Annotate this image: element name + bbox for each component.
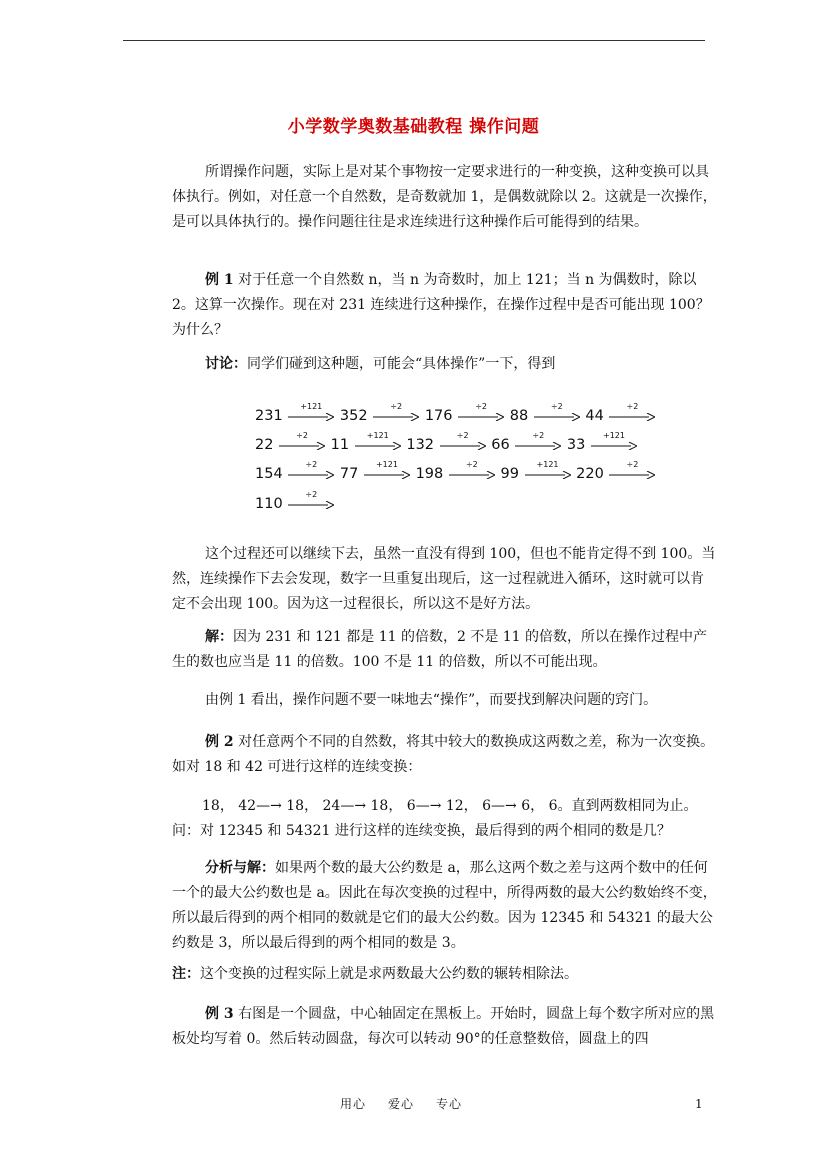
- operation-arrow: [364, 462, 410, 482]
- note-2: [172, 962, 717, 987]
- sequence-number: 44: [585, 408, 604, 424]
- operation-arrow: [355, 433, 401, 453]
- example-2-sequence: [172, 794, 724, 844]
- sequence-number: 77: [339, 466, 359, 482]
- intro-text: 所谓操作问题，实际上是对某个事物按一定要求进行的一种变换，这种变换可以具体执行。例如，对任意一个自然数，是奇数就加 1，是偶数就除以 2。这就是一次操作，是可以具体执行的。操作问题往往是求连续进行这种操作后可能得到的结果。: [172, 164, 717, 230]
- operation-label: ÷2: [305, 460, 318, 469]
- analysis-2-label: 分析与解：: [205, 860, 275, 876]
- operation-label: ÷2: [475, 402, 487, 411]
- example-3-label: 例 3: [205, 1006, 234, 1022]
- operation-label: ÷2: [626, 460, 639, 469]
- operation-label: +121: [366, 431, 389, 440]
- operation-label: +121: [536, 460, 559, 469]
- operation-label: +121: [375, 460, 398, 469]
- note-2-text: 这个变换的过程实际上就是求两数最大公约数的辗转相除法。: [200, 966, 578, 982]
- operation-arrow: [449, 462, 495, 482]
- sequence-number: 220: [576, 466, 604, 482]
- sequence-number: 33: [566, 437, 586, 453]
- operation-arrow: [525, 462, 571, 482]
- example-3: [172, 1002, 717, 1052]
- operation-arrow: [591, 433, 637, 453]
- page-number: 1: [695, 1097, 703, 1111]
- operation-arrow: [279, 433, 325, 453]
- sequence-number: 88: [509, 408, 529, 424]
- after-sequence-paragraph: [172, 542, 717, 617]
- operation-label: ÷2: [305, 490, 318, 499]
- note-2-label: 注：: [172, 966, 200, 982]
- analysis-2-text: 如果两个数的最大公约数是 a，那么这两个数之差与这两个数中的任何一个的最大公约数也是 a。因此在每次变换的过程中，所得两数的最大公约数始终不变，所以最后得到的两个相同的数就是它们的最大公约数。因为 12345 和 54321 的最大公约数是 3，所以最后得到的两个相同的数是 3。: [172, 860, 717, 951]
- operation-arrow: [458, 404, 504, 424]
- sequence-number: 176: [424, 408, 453, 424]
- operation-label: +121: [300, 402, 323, 411]
- sequence-row-4: [255, 492, 335, 516]
- operation-arrow: [515, 433, 561, 453]
- discussion-label: 讨论：: [205, 356, 247, 372]
- solution-1: [172, 625, 717, 675]
- page-title: 小学数学奥数基础教程 操作问题: [287, 117, 540, 137]
- sequence-number: 231: [255, 408, 283, 424]
- remark-1-text: 由例 1 看出，操作问题不要一味地去“操作”，而要找到解决问题的窍门。: [205, 692, 658, 708]
- sequence-row-2: [255, 433, 638, 457]
- example-2-sequence-text: 18， 42—→ 18， 24—→ 18， 6—→ 12， 6—→ 6， 6。直到两数相同为止。问：对 12345 和 54321 进行这样的连续变换，最后得到的两个相同的数是几？: [172, 798, 698, 839]
- sequence-number: 22: [255, 437, 274, 453]
- example-3-text: 右图是一个圆盘，中心轴固定在黑板上。开始时，圆盘上每个数字所对应的黑板处均写着 0。然后转动圆盘，每次可以转动 90°的任意整数倍，圆盘上的四: [172, 1006, 715, 1047]
- header-rule: [123, 40, 705, 41]
- sequence-number: 110: [255, 496, 283, 512]
- discussion-text: 同学们碰到这种题，可能会“具体操作”一下，得到: [247, 356, 556, 372]
- sequence-row-3: [255, 462, 656, 486]
- after-sequence-text: 这个过程还可以继续下去，虽然一直没有得到 100，但也不能肯定得不到 100。当然，连续操作下去会发现，数字一旦重复出现后，这一过程就进入循环，这时就可以肯定不会出现 100。因为这一过程很长，所以这不是好方法。: [172, 546, 716, 612]
- sequence-row-1: [255, 404, 656, 428]
- sequence-number: 99: [500, 466, 519, 482]
- operation-label: ÷2: [550, 402, 563, 411]
- footer-text: 专心: [436, 1097, 463, 1111]
- sequence-number: 154: [255, 466, 283, 482]
- operation-arrow: [288, 462, 334, 482]
- sequence-number: 132: [406, 437, 435, 453]
- operation-arrow: [373, 404, 419, 424]
- sequence-number: 352: [339, 408, 368, 424]
- operation-label: ÷2: [626, 402, 639, 411]
- operation-arrow: [288, 404, 334, 424]
- operation-arrow: [440, 433, 486, 453]
- example-2-label: 例 2: [205, 734, 234, 750]
- example-1-label: 例 1: [205, 272, 234, 288]
- example-2: [172, 730, 717, 780]
- example-1: [172, 268, 717, 343]
- footer-text: 爱心: [388, 1097, 415, 1111]
- discussion: [172, 352, 717, 377]
- solution-1-label: 解：: [205, 629, 233, 645]
- operation-label: ÷2: [296, 431, 308, 440]
- sequence-number: 11: [330, 437, 350, 453]
- intro-paragraph: [172, 160, 717, 235]
- operation-arrow: [609, 404, 655, 424]
- operation-arrow: [609, 462, 655, 482]
- operation-label: ÷2: [532, 431, 545, 440]
- sequence-number: 198: [415, 466, 444, 482]
- operation-arrow: [534, 404, 580, 424]
- operation-label: ÷2: [390, 402, 403, 411]
- solution-1-text: 因为 231 和 121 都是 11 的倍数，2 不是 11 的倍数，所以在操作过程中产生的数也应当是 11 的倍数。100 不是 11 的倍数，所以不可能出现。: [172, 629, 708, 670]
- operation-label: ÷2: [456, 431, 469, 440]
- analysis-2: [172, 856, 717, 956]
- operation-arrow: [288, 492, 334, 512]
- footer-text: 用心: [340, 1097, 367, 1111]
- example-2-text: 对任意两个不同的自然数，将其中较大的数换成这两数之差，称为一次变换。如对 18 和 42 可进行这样的连续变换：: [172, 734, 715, 775]
- example-1-text: 对于任意一个自然数 n，当 n 为奇数时，加上 121；当 n 为偶数时，除以 2。这算一次操作。现在对 231 连续进行这种操作，在操作过程中是否可能出现 100？为什么？: [172, 272, 710, 338]
- operation-label: ÷2: [465, 460, 478, 469]
- operation-label: +121: [602, 431, 625, 440]
- sequence-number: 66: [491, 437, 510, 453]
- page-footer: [340, 1095, 484, 1112]
- remark-1: [172, 688, 717, 713]
